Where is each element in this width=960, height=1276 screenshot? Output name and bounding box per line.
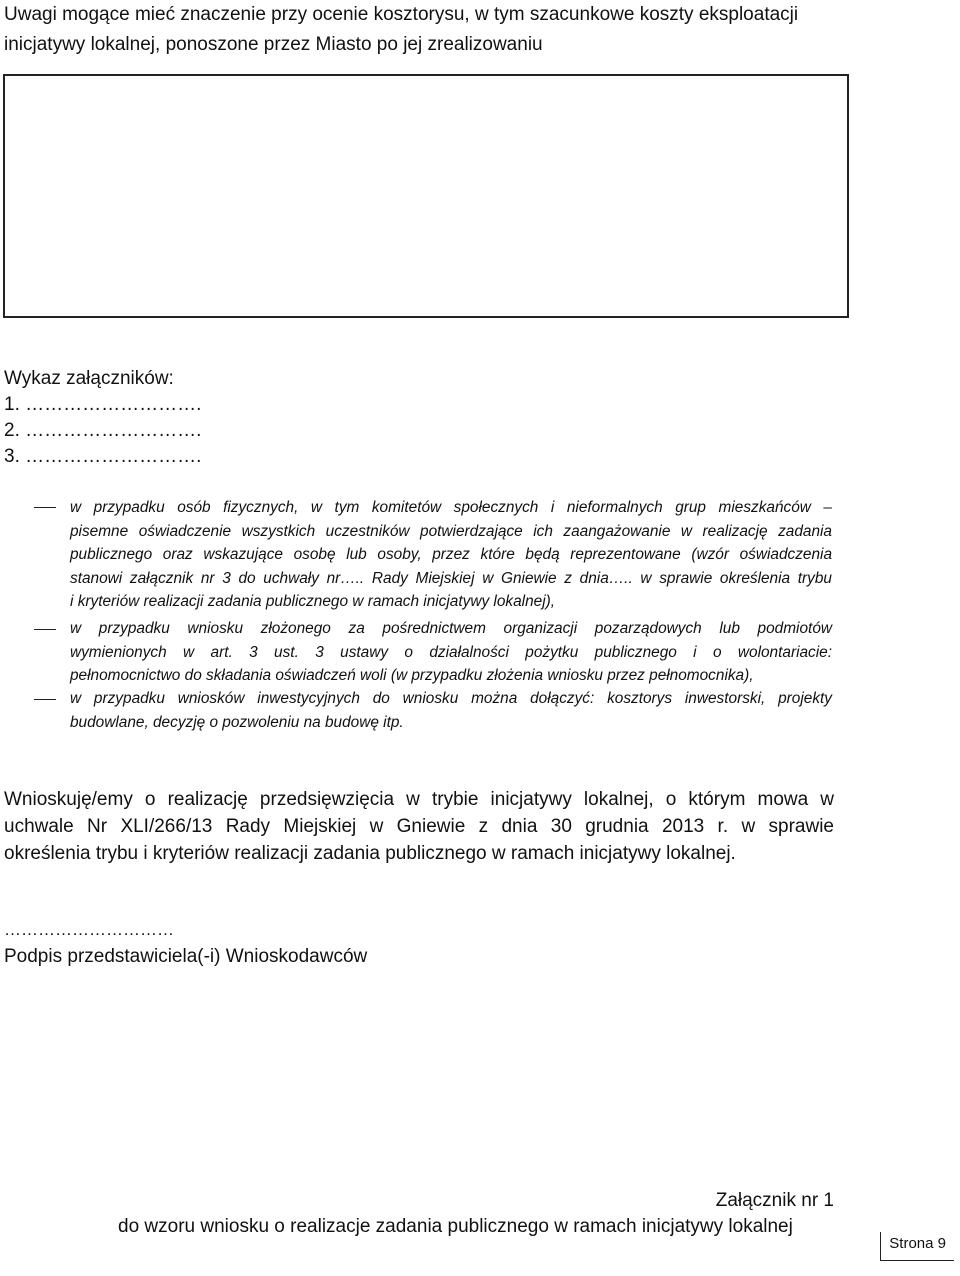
attachment-item-2: 2. ………………………. xyxy=(4,420,202,441)
annex-subtitle: do wzoru wniosku o realizacje zadania publicznego w ramach inicjatywy lokalnej xyxy=(118,1216,793,1237)
bullet-dash-icon xyxy=(34,699,56,700)
bullet-dash-icon xyxy=(34,629,56,630)
annex-title: Załącznik nr 1 xyxy=(715,1190,834,1211)
note-line: i kryteriów realizacji zadania publicznego w ramach inicjatywy lokalnej), xyxy=(70,593,556,610)
section-heading xyxy=(4,0,904,60)
heading-line-2: inicjatywy lokalnej, ponoszone przez Miasto po jej zrealizowaniu xyxy=(4,34,543,55)
note-line: publicznego oraz wskazujące osobę lub osoby, przez które będą reprezentowane (wzór oświadczenia xyxy=(70,546,832,563)
note-line: wymienionych w art. 3 ust. 3 ustawy o działalności pożytku publicznego i o wolontariacie: xyxy=(70,643,832,661)
attachment-item-3: 3. ………………………. xyxy=(4,446,202,467)
note-line: budowlane, decyzję o pozwoleniu na budowę itp. xyxy=(70,713,404,731)
request-statement xyxy=(4,786,834,867)
page-number: Strona 9 xyxy=(880,1232,954,1261)
heading-line-1: Uwagi mogące mieć znaczenie przy ocenie kosztorysu, w tym szacunkowe koszty eksploatacji xyxy=(4,4,799,25)
note-line: w przypadku wniosków inwestycyjnych do wniosku można dołączyć: kosztorys inwestorski, projekty xyxy=(70,690,832,707)
note-line: w przypadku osób fizycznych, w tym komitetów społecznych i nieformalnych grup mieszkańców – xyxy=(70,499,832,516)
signature-line: ………………………… xyxy=(4,920,174,939)
note-line: stanowi załącznik nr 3 do uchwały nr….. Rady Miejskiej w Gniewie z dnia….. w sprawie określenia trybu xyxy=(70,569,832,587)
note-line: w przypadku wniosku złożonego za pośrednictwem organizacji pozarządowych lub podmiotów xyxy=(70,620,832,637)
note-line: pełnomocnictwo do składania oświadczeń woli (w przypadku złożenia wniosku przez pełnomocnika), xyxy=(70,667,754,684)
bullet-dash-icon xyxy=(34,507,56,508)
attachment-item-1: 1. ………………………. xyxy=(4,394,202,415)
signature-label: Podpis przedstawiciela(-i) Wnioskodawców xyxy=(4,946,368,967)
statement-line-3: określenia trybu i kryteriów realizacji zadania publicznego w ramach inicjatywy lokalnej. xyxy=(4,843,736,864)
statement-line-1: Wnioskuję/emy o realizację przedsięwzięcia w trybie inicjatywy lokalnej, o którym mowa w xyxy=(4,789,834,810)
note-line: pisemne oświadczenie wszystkich uczestników potwierdzające ich zaangażowanie w realizację zadania xyxy=(70,522,832,540)
statement-line-2: uchwale Nr XLI/266/13 Rady Miejskiej w Gniewie z dnia 30 grudnia 2013 r. w sprawie xyxy=(4,816,834,837)
remarks-text-area[interactable] xyxy=(3,74,849,318)
attachments-title: Wykaz załączników: xyxy=(4,368,174,389)
